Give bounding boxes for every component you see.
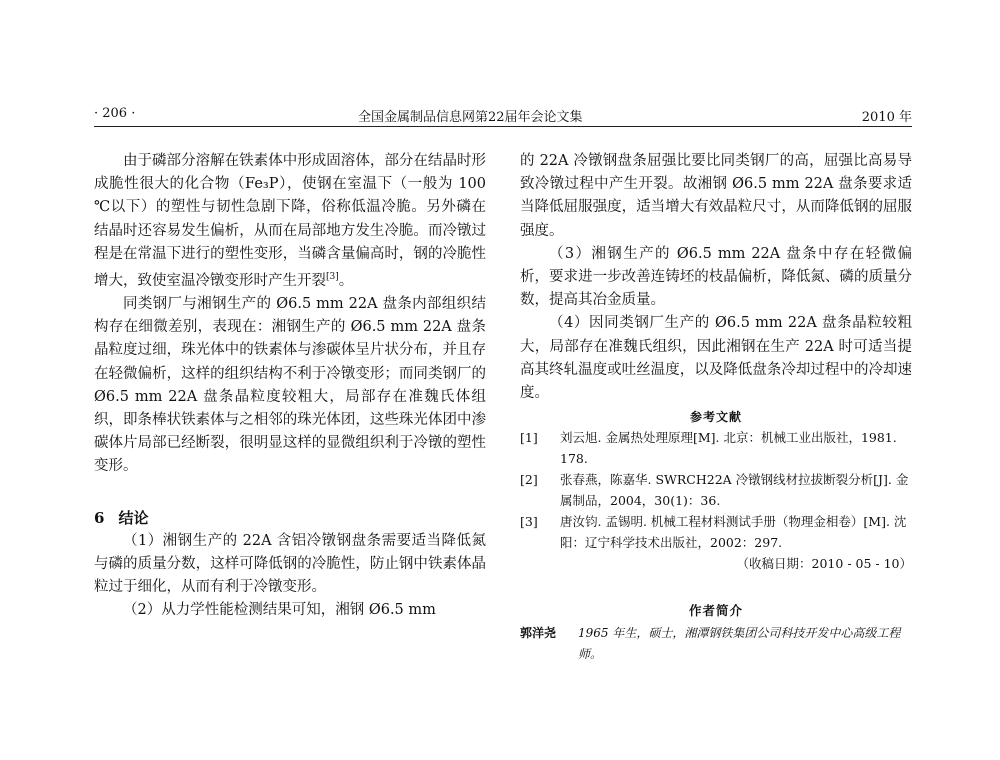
running-header (94, 104, 912, 127)
received-date: （收稿日期：2010 - 05 - 10） (736, 556, 912, 572)
reference-item: [3] 唐汝钧. 孟锡明. 机械工程材料测试手册（物理金相卷）[M]. 沈阳：辽宁科学技术出版社，2002：297. (520, 514, 907, 551)
author-heading: 作者简介 (688, 603, 743, 619)
conclusion-2: （2）从力学性能检测结果可知，湘钢 Ø6.5 mm (123, 602, 436, 619)
citation: [3] (326, 272, 339, 283)
conclusion-3: （3）湘钢生产的 Ø6.5 mm 22A 盘条中存在轻微偏析，要求进一步改善连铸坯的枝晶偏析，降低氮、磷的质量分数，提高其冶金质量。 (520, 245, 912, 309)
conclusion-1: （1）湘钢生产的 22A 含铝冷镦钢盘条需要适当降低氮与磷的质量分数，这样可降低钢的冷脆性，防止钢中铁素体晶粒过于细化，从而有利于冷镦变形。 (94, 532, 486, 596)
author-bio: 郭洋尧 1965 年生，硕士，湘潭钢铁集团公司科技开发中心高级工程师。 (520, 626, 901, 662)
right-column (520, 150, 912, 665)
page-number: · 206 · (94, 106, 136, 121)
section-heading: 6 结论 (94, 508, 149, 527)
paragraph-phosphorus: 由于磷部分溶解在铁素体中形成固溶体，部分在结晶时形成脆性很大的化合物（Fe₃P），使钢在室温下（一般为 100 ℃以下）的塑性与韧性急剧下降，俗称低温冷脆。另外磷在结晶时还容易发生偏析，从而在局部地方发生冷脆。而冷镦过程是在常温下进行的塑性变形，当磷含量偏高时，钢的冷脆性增大，致使室温冷镦变形时产生开裂[3]。 (94, 153, 486, 289)
references-heading: 参考文献 (689, 410, 742, 425)
paragraph-microstructure: 同类钢厂与湘钢生产的 Ø6.5 mm 22A 盘条内部组织结构存在细微差别，表现在：湘钢生产的 Ø6.5 mm 22A 盘条晶粒度过细，珠光体中的铁素体与渗碳体呈片状分布，并且存在轻微偏析，这样的组织结构不利于冷镦变形；而同类钢厂的 Ø6.5 mm 22A 盘条晶粒度较粗大，局部存在准魏氏体组织，即条棒状铁素体与之相邻的珠光体团，这些珠光体团中渗碳体片局部已经断裂，很明显这样的显微组织利于冷镦的塑性变形。 (94, 296, 486, 475)
header-year: 2010 年 (861, 110, 912, 125)
journal-title: 全国金属制品信息网第22届年会论文集 (358, 110, 583, 125)
conclusion-2-continued: 的 22A 冷镦钢盘条屈强比要比同类钢厂的高，屈强比高易导致冷镦过程中产生开裂。故湘钢 Ø6.5 mm 22A 盘条要求适当降低屈服强度，适当增大有效晶粒尺寸，从而降低钢的屈服强度。 (520, 153, 912, 239)
reference-item: [1] 刘云旭. 金属热处理原理[M]. 北京：机械工业出版社，1981. 178. (520, 430, 897, 467)
conclusion-4: （4）因同类钢厂生产的 Ø6.5 mm 22A 盘条晶粒较粗大，局部存在准魏氏组织，因此湘钢在生产 22A 时可适当提高其终轧温度或吐丝温度，以及降低盘条冷却过程中的冷却速度。 (520, 315, 912, 402)
reference-item: [2] 张春燕，陈嘉华. SWRCH22A 冷镦钢线材拉拔断裂分析[J]. 金属制品，2004，30(1)：36. (520, 472, 909, 509)
left-column (94, 150, 486, 622)
